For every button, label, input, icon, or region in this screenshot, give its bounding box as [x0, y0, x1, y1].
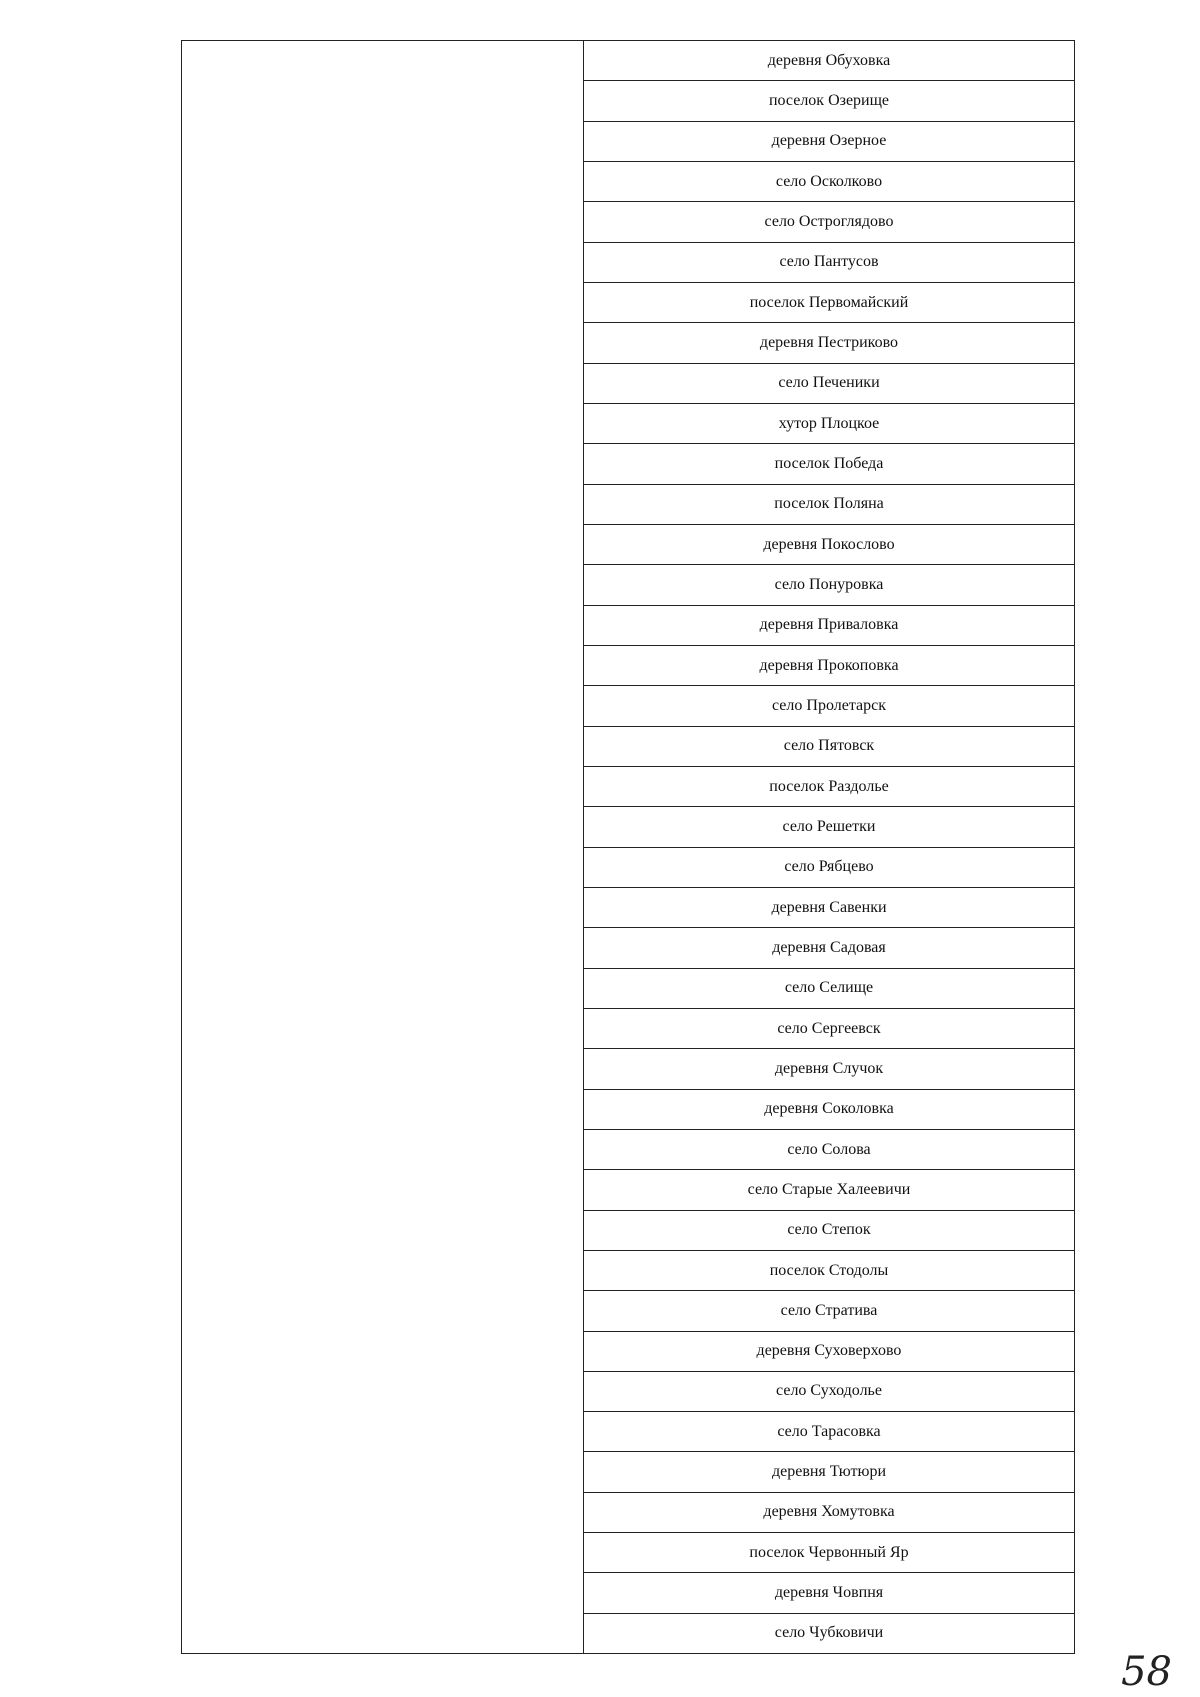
table-row: [584, 727, 1074, 767]
settlement-name: деревня Приваловка: [759, 616, 899, 634]
table-row: [584, 41, 1074, 81]
page-number: 58: [1121, 1649, 1172, 1695]
settlement-name: поселок Первомайский: [749, 293, 909, 311]
settlement-name: поселок Поляна: [774, 495, 884, 513]
settlement-name: село Пятовск: [783, 737, 875, 755]
table-row: [584, 1332, 1074, 1372]
table-row: [584, 1130, 1074, 1170]
settlement-name: село Солова: [787, 1140, 871, 1158]
settlement-name: деревня Суховерхово: [756, 1342, 902, 1360]
settlement-name: село Селище: [784, 979, 874, 997]
settlement-name: село Осколково: [775, 172, 883, 190]
table-row: [584, 606, 1074, 646]
table-row: [584, 969, 1074, 1009]
table-row: [584, 162, 1074, 202]
settlement-name: деревня Пестриково: [759, 333, 899, 351]
settlement-name: деревня Савенки: [771, 898, 887, 916]
settlement-name: деревня Соколовка: [764, 1100, 894, 1118]
table-row: [584, 928, 1074, 968]
table-row: [584, 1493, 1074, 1533]
table-row: [584, 807, 1074, 847]
table-row: [584, 1372, 1074, 1412]
settlement-name: село Стратива: [780, 1301, 878, 1319]
settlement-name: деревня Човпня: [774, 1584, 884, 1602]
settlement-name: село Понуровка: [774, 575, 884, 593]
table-row: [584, 1412, 1074, 1452]
settlement-name: деревня Садовая: [772, 938, 886, 956]
table-row: [584, 565, 1074, 605]
table-row: [584, 1170, 1074, 1210]
settlement-name: хутор Плоцкое: [778, 414, 880, 432]
table-row: [584, 1049, 1074, 1089]
table-row: [584, 1533, 1074, 1573]
table-left-column: [182, 41, 584, 1653]
table-row: [584, 444, 1074, 484]
settlement-name: деревня Озерное: [771, 132, 887, 150]
table-row: [584, 848, 1074, 888]
table-row: [584, 364, 1074, 404]
table-row: [584, 1251, 1074, 1291]
settlement-name: село Степок: [787, 1221, 871, 1239]
settlement-name: поселок Червонный Яр: [749, 1543, 909, 1561]
settlement-name: село Старые Халеевичи: [747, 1180, 911, 1198]
settlement-name: поселок Раздолье: [769, 777, 889, 795]
settlement-name: село Остроглядово: [764, 212, 894, 230]
table-right-column: [584, 41, 1074, 1653]
settlement-name: деревня Тютюри: [771, 1463, 887, 1481]
table-row: [584, 646, 1074, 686]
table-row: [584, 1009, 1074, 1049]
settlement-name: село Сергеевск: [777, 1019, 881, 1037]
table-row: [584, 525, 1074, 565]
settlement-name: деревня Прокоповка: [759, 656, 899, 674]
table-row: [584, 1614, 1074, 1653]
settlement-name: деревня Хомутовка: [763, 1503, 895, 1521]
table-row: [584, 1452, 1074, 1492]
table-row: [584, 202, 1074, 242]
table-row: [584, 1573, 1074, 1613]
table-row: [584, 888, 1074, 928]
settlement-name: село Печеники: [778, 374, 880, 392]
table-row: [584, 323, 1074, 363]
settlement-name: село Рябцево: [784, 858, 874, 876]
settlement-name: село Тарасовка: [777, 1422, 881, 1440]
settlements-table: [181, 40, 1075, 1654]
table-row: [584, 1211, 1074, 1251]
table-row: [584, 1090, 1074, 1130]
table-row: [584, 404, 1074, 444]
settlement-name: село Суходолье: [776, 1382, 882, 1400]
table-row: [584, 485, 1074, 525]
settlement-name: поселок Победа: [774, 454, 884, 472]
settlement-name: село Решетки: [782, 817, 876, 835]
settlement-name: деревня Случок: [774, 1059, 884, 1077]
settlement-name: поселок Стодолы: [769, 1261, 889, 1279]
settlement-name: поселок Озерище: [768, 91, 890, 109]
settlement-name: деревня Обуховка: [767, 51, 891, 69]
settlement-name: село Пролетарск: [772, 696, 886, 714]
table-row: [584, 283, 1074, 323]
table-row: [584, 686, 1074, 726]
table-row: [584, 122, 1074, 162]
table-row: [584, 81, 1074, 121]
table-row: [584, 243, 1074, 283]
settlement-name: деревня Покослово: [763, 535, 895, 553]
table-row: [584, 1291, 1074, 1331]
settlement-name: село Чубковичи: [774, 1624, 884, 1642]
settlement-name: село Пантусов: [779, 253, 879, 271]
table-row: [584, 767, 1074, 807]
